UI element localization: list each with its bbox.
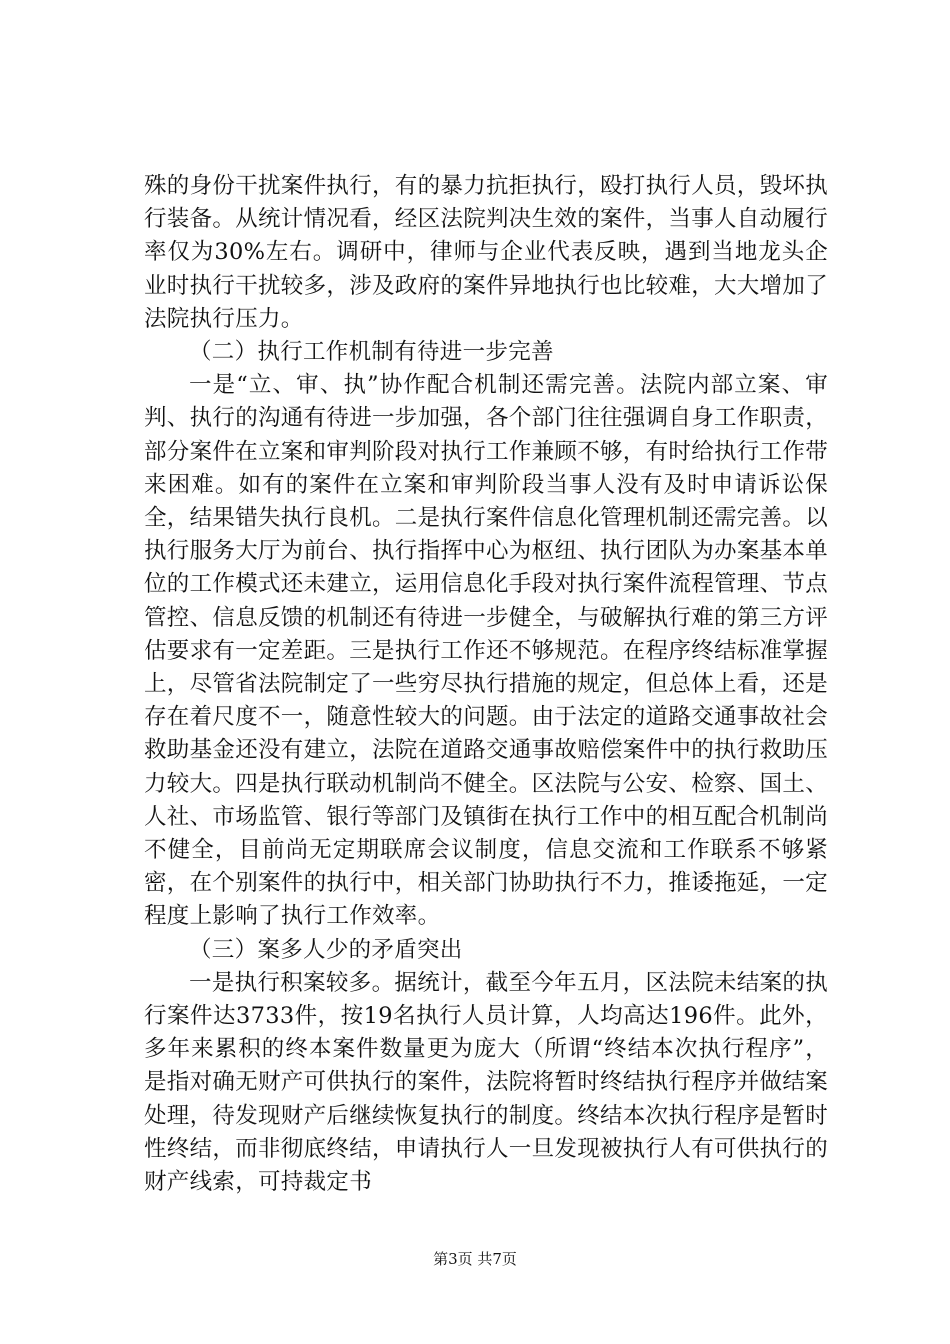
- section-heading-2: （二）执行工作机制有待进一步完善: [189, 339, 554, 366]
- paragraph-mechanism: 一是“立、审、执”协作配合机制还需完善。法院内部立案、审判、执行的沟通有待进一步加强，各个部门往往强调自身工作职责，部分案件在立案和审判阶段对执行工作兼顾不够，有时给执行工作带来困难。如有的案件在立案和审判阶段当事人没有及时申请诉讼保全，结果错失执行良机。二是执行案件信息化管理机制还需完善。以执行服务大厅为前台、执行指挥中心为枢纽、执行团队为办案基本单位的工作模式还未建立，运用信息化手段对执行案件流程管理、节点管控、信息反馈的机制还有待进一步健全，与破解执行难的第三方评估要求有一定差距。三是执行工作还不够规范。在程序终结标准掌握上，尽管省法院制定了一些穷尽执行措施的规定，但总体上看，还是存在着尺度不一，随意性较大的问题。由于法定的道路交通事故社会救助基金还没有建立，法院在道路交通事故赔偿案件中的执行救助压力较大。四是执行联动机制尚不健全。区法院与公安、检察、国土、人社、市场监管、银行等部门及镇街在执行工作中的相互配合机制尚不健全，目前尚无定期联席会议制度，信息交流和工作联系不够紧密，在个别案件的执行中，相关部门协助执行不力，推诿拖延，一定程度上影响了执行工作效率。: [144, 372, 829, 930]
- paragraph-caseload: 一是执行积案较多。据统计，截至今年五月，区法院未结案的执行案件达3733件，按19名执行人员计算，人均高达196件。此外，多年来累积的终本案件数量更为庞大（所谓“终结本次执行程序”，是指对确无财产可供执行的案件，法院将暂时终结执行程序并做结案处理，待发现财产后继续恢复执行的制度。终结本次执行程序是暂时性终结，而非彻底终结，申请执行人一旦发现被执行人有可供执行的财产线索，可持裁定书: [144, 969, 829, 1196]
- document-body: [144, 170, 828, 1199]
- page-number-footer: 第3页 共7页: [433, 1250, 517, 1268]
- paragraph-continuation: 殊的身份干扰案件执行，有的暴力抗拒执行，殴打执行人员，毁坏执行装备。从统计情况看，经区法院判决生效的案件，当事人自动履行率仅为30%左右。调研中，律师与企业代表反映，遇到当地龙头企业时执行干扰较多，涉及政府的案件异地执行也比较难，大大增加了法院执行压力。: [144, 173, 829, 332]
- section-heading-3: （三）案多人少的矛盾突出: [189, 936, 463, 963]
